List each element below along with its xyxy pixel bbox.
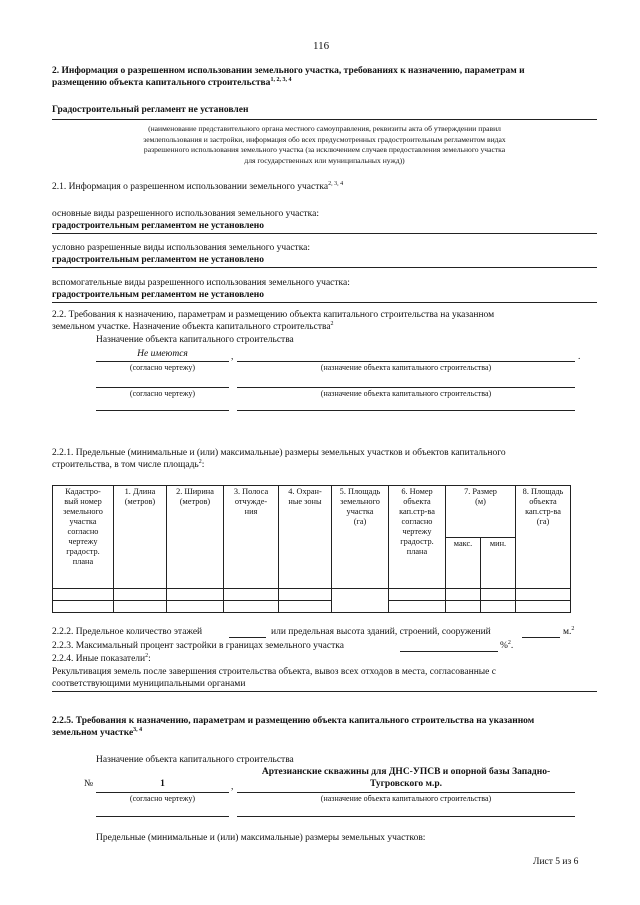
reglament-text: Градостроительный регламент не установлен (52, 105, 249, 115)
header-size: 7. Размер (м) (446, 486, 516, 538)
main-uses-label: основные виды разрешенного использования земельного участка: (52, 209, 320, 219)
page-number: 116 (313, 40, 330, 52)
other-indicators-value1: Рекультивация земель после завершения строительства объекта, вывоз всех отходов в места, согласованные с (52, 667, 496, 677)
caption-purpose-1: (назначение объекта капитального строительства) (320, 363, 492, 372)
header-width: 2. Ширина (метров) (167, 486, 224, 589)
aux-uses-value: градостроительным регламентом не установлено (52, 290, 264, 300)
purpose-label: Назначение объекта капитального строительства (96, 335, 294, 345)
number-label: № (84, 779, 94, 789)
header-number: 6. Номер объекта кап.стр-ва согласно чертежу градостр. плана (389, 486, 446, 589)
purpose-label-2: Назначение объекта капитального строительства (96, 755, 294, 765)
header-protect: 4. Охран- ные зоны (279, 486, 332, 589)
header-max: макс. (446, 537, 481, 589)
section-2-2-1-line2: строительства, в том числе площадь$^2$: (52, 458, 205, 470)
sheet-number: Лист 5 из 6 (533, 857, 579, 867)
floors-unit: м.$^2$ (563, 625, 575, 637)
caption-drawing-1: (согласно чертежу) (129, 363, 196, 372)
header-min: мин. (481, 537, 516, 589)
caption-purpose-2: (назначение объекта капитального строительства) (320, 389, 492, 398)
section-2-1-title: 2.1. Информация о разрешенном использовании земельного участка$^{2, 3, 4}$ (52, 180, 344, 192)
conditional-uses-value: градостроительным регламентом не установлено (52, 255, 264, 265)
header-cadastral: Кадастро- вый номер земельного участка согласно чертежу градостр. плана (53, 486, 114, 589)
purpose-value-line1: Артезианские скважины для ДНС-УПСВ и опорной базы Западно- (261, 767, 551, 777)
section-2-2-5-line1: 2.2.5. Требования к назначению, параметрам и размещению объекта капитального строительства на указанном (52, 716, 535, 726)
section-2-2-4: 2.2.4. Иные показатели$^2$: (52, 652, 151, 664)
conditional-uses-label: условно разрешенные виды использования земельного участка: (52, 243, 311, 253)
header-area: 5. Площадь земельного участка (га) (332, 486, 389, 589)
not-present-value: Не имеются (137, 349, 188, 359)
reglament-caption: (наименование представительного органа местного самоуправления, реквизиты акта об утверждении правил землепользования и застройки, информация обо всех предусмотренных градостроительным регламентом видах разрешенного использования земельного участка (за исключением случаев предоставления земельного участка для государственных или муниципальных нужд)) (143, 124, 506, 165)
section-2-title-line2: размещению объекта капитального строительства$^{1, 2, 3, 4}$ (52, 76, 292, 88)
caption-drawing-3: (согласно чертежу) (129, 794, 196, 803)
header-length: 1. Длина (метров) (114, 486, 167, 589)
section-2-2-line1: 2.2. Требования к назначению, параметрам и размещению объекта капитального строительства на указанном (52, 310, 495, 320)
limits-text: Предельные (минимальные и (или) максимальные) размеры земельных участков: (96, 833, 426, 843)
section-2-2-2-b: или предельная высота зданий, строений, сооружений (271, 627, 491, 637)
parameters-table (52, 485, 571, 613)
section-2-2-1-line1: 2.2.1. Предельные (минимальные и (или) максимальные) размеры земельных участков и объектов капитального (52, 448, 506, 458)
section-2-2-3: 2.2.3. Максимальный процент застройки в границах земельного участка (52, 641, 344, 651)
header-strip: 3. Полоса отчужде- ния (224, 486, 279, 589)
caption-drawing-2: (согласно чертежу) (129, 389, 196, 398)
section-2-2-2: 2.2.2. Предельное количество этажей (52, 627, 203, 637)
caption-purpose-3: (назначение объекта капитального строительства) (320, 794, 492, 803)
main-uses-value: градостроительным регламентом не установлено (52, 221, 264, 231)
section-2-2-5-line2: земельном участке$^{3, 4}$ (52, 726, 143, 738)
header-obj-area: 8. Площадь объекта кап.стр-ва (га) (516, 486, 571, 589)
other-indicators-value2: соответствующими муниципальными органами (52, 679, 246, 689)
section-2-2-line2: земельном участке. Назначение объекта капитального строительства$^2$ (52, 320, 334, 332)
percent-unit: %$^2$. (500, 639, 514, 651)
purpose-value-line2: Тугровского м.р. (370, 779, 442, 789)
number-value: 1 (160, 779, 165, 789)
aux-uses-label: вспомогательные виды разрешенного использования земельного участка: (52, 278, 350, 288)
section-2-title-line1: 2. Информация о разрешенном использовании земельного участка, требованиях к назначению, параметрам и (52, 66, 525, 76)
